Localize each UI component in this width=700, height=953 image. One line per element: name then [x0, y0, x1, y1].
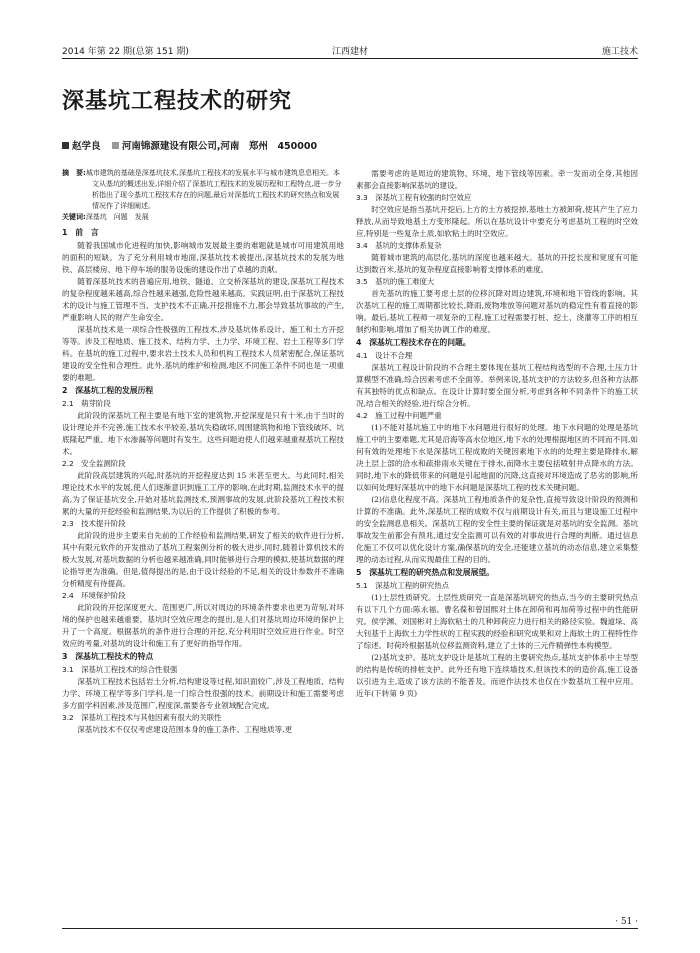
right-column: [356, 168, 638, 700]
square-bullet-icon: [62, 142, 69, 149]
paragraph: 此阶段的深基坑工程主要是有地下室的建筑物,开挖深度是只有十米,由于当时的设计理论并不完善,施工技术水平较差,基坑失稳破坏,周围建筑物和地下管线破坏、坑底隆起严重、地下水渗漏等问题时有发生。这些问题迫使人们越来越重视基坑工程技术。: [62, 411, 344, 456]
paragraph: 首先基坑的施工要考虑土层的位移沉降对周边建筑,环境和地下管线的影响。其次基坑工程的施工周期都比较长,降雨,废物堆放等问题对基坑的稳定性有着直接的影响。最后,基坑工程师一项复杂的工程,施工过程需要打桩、挖土、浇灌等工序的相互制约和影响,增加了相关协调工作的难度。: [356, 289, 638, 334]
abstract-label: 摘 要:: [62, 169, 86, 177]
subsection-heading: 2.4 环境保护阶段: [62, 591, 126, 600]
section-name: 施工技术: [601, 47, 638, 57]
paragraph: 深基坑工程设计阶段的不合理主要体现在基坑工程结构选型的不合理,土压力计算模型不准确,综合因素考虑不全面等。举例来说,基坑支护的方法较多,但各种方法都有其独特的优点和缺点。在设计计算时要全面分析,考虑到各种不同条件下的施工状况,结合相关的经验,进行综合分析。: [356, 363, 638, 408]
paragraph: 随着我国城市化进程的加快,影响城市发展最主要的难题就是城市可用建筑用地的面积的短缺。为了充分利用城市地面,深基坑技术被提出,深基坑技术的发展为地铁、高层楼房、地下停车场的服务设施的建设作出了卓越的贡献。: [62, 241, 344, 274]
paragraph: 此阶段的进步主要来自先前的工作经验和监测结果,研发了相关的软件进行分析,其中有限元软件的开发推动了基坑工程案例分析的极大进步,同时,随着计算机技术的极大发展,对基坑数据的分析也越来越准确,同时能够进行合理的模拟,使基坑数据的理论指导更为准确。但是,值得提出的是,由于设计经验的不足,相关的设计参数并不准确分析精度有待提高。: [62, 531, 344, 588]
subsection-heading: 3.5 基坑的施工难度大: [356, 277, 435, 286]
section-heading: 1 前 言: [62, 228, 99, 237]
paragraph: 此阶段的开挖深度更大、范围更广,所以对周边的环境条件要求也更为苛刻,对环境的保护也越来越重要。基坑时空效应理念的提出,是人们对基坑周边环境的保护上升了一个高度。根据基坑的条件进行合理的开挖,充分利用时空效应进行作业。时空效应的考量,对基坑的设计和施工有了更好的指导作用。: [62, 603, 344, 648]
section-heading: 5 深基坑工程的研究热点和发展展望。: [356, 568, 494, 577]
abstract-text: 城市建筑的基础是深基坑技术,深基坑工程技术的发展水平与城市建筑息息相关。本文从基坑的概述出发,详细介绍了深基坑工程技术的发展历程和工程特点,进一步分析指出了现今基坑工程技术存在的问题,最后对深基坑工程技术的研究热点和发展情况作了详细阐述。: [85, 169, 342, 210]
section-heading: 2 深基坑工程的发展历程: [62, 386, 154, 395]
paragraph: (2)基坑支护。基坑支护设计是基坑工程的主要研究热点,基坑支护体系中主导型的结构是传统的排桩支护。此外还有地下连续墙技术,但该技术的的造价高,施工设备以引进为主,造成了该方法的不能普及。而逆作法技术也仅在少数基坑工程中应用。近年(下转第 9 页): [356, 653, 638, 698]
keywords: [62, 212, 344, 223]
author-affiliation: 河南锦源建设有限公司,河南 郑州 450000: [121, 141, 318, 152]
paragraph: 时空效应是指当基坑开挖后,上方的土方被挖掉,基地土方被卸荷,使其产生了应力释放,从而导致地基土方变形隆起。所以在基坑设计中要充分考虑基坑工程的时空效应,特别是一些复杂土质,如软粘土的时空效应。: [356, 205, 638, 238]
subsection-heading: 3.2 深基坑工程技术与其他因素有很大的关联性: [62, 713, 222, 722]
paragraph: 随着深基坑技术的普遍应用,地铁、隧道、立交桥深基坑的建设,深基坑工程技术的复杂程度越来越高,综合性越来越强,危险性越来越高。实践证明,由于深基坑工程技术的设计与施工管理不当、支护技术不正确,开挖措施不力,都会导致基坑事故的产生,严重影响人民的财产生命安全。: [62, 277, 344, 322]
paragraph: 深基坑技术不仅仅考虑建设范围本身的施工条件、工程地质等,更: [77, 725, 293, 734]
issue-info: 2014 年第 22 期(总第 151 期): [62, 47, 189, 57]
page-number: · 51 ·: [615, 917, 638, 927]
subsection-heading: 2.2 安全监测阶段: [62, 459, 126, 468]
section-heading: 4 深基坑工程技术存在的问题。: [356, 338, 471, 347]
subsection-heading: 2.1 萌芽阶段: [62, 399, 111, 408]
author-line: [62, 138, 317, 152]
subsection-heading: 3.1 深基坑工程技术的综合性很强: [62, 665, 178, 674]
subsection-heading: 4.1 设计不合理: [356, 351, 413, 360]
subsection-heading: 2.3 技术提升阶段: [62, 519, 126, 528]
square-bullet-icon: [112, 142, 119, 149]
keywords-text: 深基坑 问题 发展: [85, 213, 149, 221]
paragraph: 随着城市建筑的高层化,基坑的深度也越来越大。基坑的开挖长度和宽度有可能达到数百米,基坑的复杂程度直接影响着支撑体系的难度。: [356, 253, 638, 274]
paragraph: 需要考虑的是周边的建筑物、环境、地下管线等因素。牵一发而动全身,其他因素都会直接影响深基坑的建设。: [356, 169, 638, 190]
footer-rule: [62, 928, 638, 929]
subsection-heading: 4.2 施工过程中问题严重: [356, 411, 442, 420]
paragraph: 深基坑技术是一项综合性极强的工程技术,涉及基坑体系设计、施工和土方开挖等等。涉及工程地质、施工技术、结构力学、土力学、环境工程、岩土工程等多门学科。在基坑的施工过程中,要求岩土技术人员和机构工程技术人员紧密配合,保证基坑建设的安全性和合理性。此外,基坑的维护和检测,地区不同施工条件不同也是一项重要的难题。: [62, 325, 344, 382]
subsection-heading: 3.3 深基坑工程有较强的时空效应: [356, 193, 472, 202]
paragraph: 此阶段高层建筑的兴起,时基坑的开挖程度达到 15 米甚至更大。与此同时,相关理论技术水平的发展,使人们逐渐意识到施工工序的影响,在此时期,监测技术水平的提高,为了保证基坑安全,开始对基坑监测技术,预测事故的发展,此阶段基坑工程技术积累的大量的开挖经验和监测结果,为以后的工作提供了积极的参考。: [62, 471, 344, 516]
section-heading: 3 深基坑工程技术的特点: [62, 652, 154, 661]
paragraph: (1)土层性质研究。土层性质研究一直是深基坑研究的热点,当今的主要研究热点有以下几个方面:陈永福、曹名葆和曾国熙对土体在卸荷和再加荷等过程中的性能研究。侯学渊、刘国彬对上海软粘土的几种卸荷应力进行相关的路径实验。魏道垛、高大钊基于上海软土力学性状的工程实践的经验和研究成果和对上海软土的工程特性作了综述。时荷玲根据基坑位移监测资料,建立了土体的三元件精弹性本构模型。: [356, 593, 638, 650]
subsection-heading: 3.4 基坑的支撑体系复杂: [356, 241, 442, 250]
article-title: 深基坑工程技术的研究: [62, 89, 293, 114]
journal-name: 江西建材: [331, 47, 368, 57]
author-name: 赵学良: [72, 141, 101, 152]
paragraph: (1)不能对基坑施工中的地下水问题进行很好的处理。地下水问题的处理是基坑施工中的主要难题,尤其是沿海等高水位地区,地下水的处理根据地区的不同而不同,如何有效的处理地下水是深基坑工程成败的关键因素地下水的的处理主要是降排水,解决土层上部的洽水和疏排雨水关键在于排水,而降水主要包括喷射井点降水的方法。同时,地下水的降低带来的问题是引起地面的沉降,这直接对环境造成了恶劣的影响,所以如何处理好深基坑中的地下水问题是深基坑工程的技术关键问题。: [356, 423, 638, 492]
paragraph: (2)信息化程度不高。深基坑工程地质条件的复杂性,直接导致设计阶段的预测和计算的不准确。此外,深基坑工程的成败不仅与前期设计有关,而且与建设施工过程中的安全监测息息相关。深基坑工程的安全性主要的保证就是对基坑的安全监测。基坑事故发生前都会有预兆,通过安全监测可以有效的对事故进行合理的判断。通过信息化施工不仅可以优化设计方案,确保基坑的安全,还能建立基坑的动态信息,建立采集整理的动态过程,从而实现最佳工程的目的。: [356, 495, 638, 564]
paragraph: 深基坑工程技术包括岩土分析,结构建设等过程,知识面较广,涉及工程地质、结构力学、环境工程学等多门学科,是一门综合性很强的技术。前期设计和施工需要考虑多方面学科因素,涉及范围广,程度深,需要各专业领域配合完成。: [62, 677, 344, 710]
running-header: [62, 44, 638, 59]
subsection-heading: 5.1 深基坑工程的研究热点: [356, 581, 450, 590]
left-column: [62, 168, 344, 736]
keywords-label: 关键词:: [62, 213, 86, 221]
abstract: [62, 168, 344, 212]
